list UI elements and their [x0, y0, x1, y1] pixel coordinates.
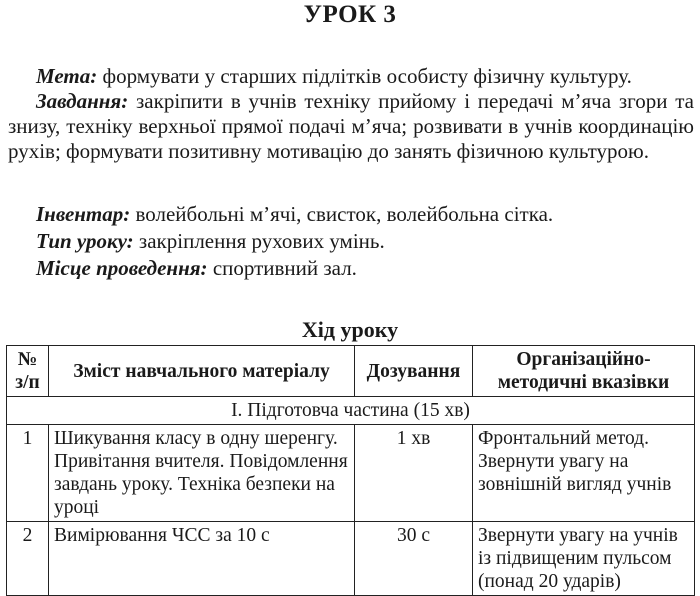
- row-content: Шикування класу в одну шеренгу. Привітання вчителя. Повідомлення завдань уроку. Техніка безпеки на уроці: [49, 425, 355, 522]
- section-row: [7, 397, 695, 425]
- header-content: Зміст навчального матеріалу: [49, 346, 355, 397]
- tasks-label: Завдання:: [36, 89, 129, 113]
- lesson-type-paragraph: [8, 229, 700, 254]
- place-text: спортивний зал.: [207, 256, 357, 280]
- goal-label: Мета:: [36, 64, 98, 88]
- place-label: Місце проведення:: [36, 256, 208, 280]
- row-content: Вимірювання ЧСС за 10 с: [49, 522, 355, 596]
- goal-paragraph: [8, 64, 700, 89]
- row-dosage: 30 с: [355, 522, 473, 596]
- goal-text: формувати у старших підлітків особисту фізичну культуру.: [97, 64, 632, 88]
- header-number: № з/п: [7, 346, 49, 397]
- inventory-text: волейбольні м’ячі, свисток, волейбольна сітка.: [130, 202, 554, 226]
- row-dosage: 1 хв: [355, 425, 473, 522]
- row-notes: Фронтальний метод. Звернути увагу на зовнішній вигляд учнів: [473, 425, 695, 522]
- header-notes: Організаційно-методичні вказівки: [473, 346, 695, 397]
- lesson-type-label: Тип уроку:: [36, 229, 134, 253]
- row-number: 2: [7, 522, 49, 596]
- table-row: [7, 522, 695, 596]
- inventory-label: Інвентар:: [36, 202, 131, 226]
- lesson-table: [6, 345, 695, 596]
- section-title: І. Підготовча частина (15 хв): [7, 397, 695, 425]
- inventory-paragraph: [8, 202, 700, 227]
- header-dosage: Дозування: [355, 346, 473, 397]
- page-title: УРОК 3: [303, 1, 397, 28]
- tasks-paragraph: [8, 89, 694, 164]
- lesson-type-text: закріплення рухових умінь.: [133, 229, 385, 253]
- course-title: Хід уроку: [301, 317, 399, 342]
- table-row: [7, 425, 695, 522]
- table-header-row: [7, 346, 695, 397]
- place-paragraph: [8, 256, 700, 281]
- tasks-text: закріпити в учнів техніку прийому і передачі м’яча згори та знизу, техніку верхньої прямої подачі м’яча; розвивати в учнів координацію рухів; формувати позитивну мотивацію до занять фізичною культурою.: [8, 89, 694, 163]
- row-notes: Звернути увагу на учнів із підвищеним пульсом (понад 20 ударів): [473, 522, 695, 596]
- row-number: 1: [7, 425, 49, 522]
